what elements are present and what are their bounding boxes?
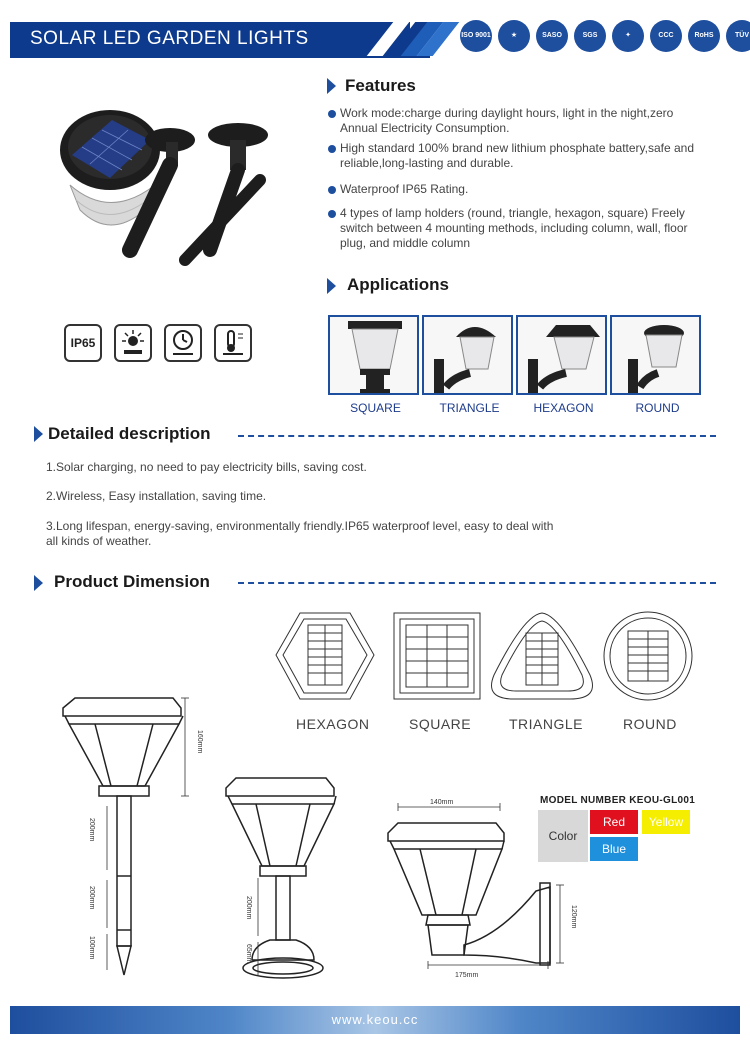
application-square-image	[328, 315, 419, 395]
ip65-label: IP65	[70, 336, 96, 350]
product-photo	[50, 100, 300, 280]
shape-label: ROUND	[623, 716, 677, 732]
application-label: HEXAGON	[533, 401, 594, 415]
dimension-pole-1: 200mm	[88, 818, 95, 842]
model-number: MODEL NUMBER KEOU-GL001	[540, 795, 696, 806]
application-label: ROUND	[635, 401, 680, 415]
applications-title: Applications	[347, 275, 450, 294]
feature-text: 4 types of lamp holders (round, triangle, hexagon, square) Freely switch between 4 mounting methods, including column, wall, floor plug, and middle column	[340, 206, 688, 250]
round-lamp-icon	[612, 317, 701, 395]
dimension-title: Product Dimension	[54, 572, 210, 591]
temperature-icon	[214, 324, 252, 362]
sunlight-icon	[114, 324, 152, 362]
page-title: SOLAR LED GARDEN LIGHTS	[30, 28, 309, 49]
color-swatch-blue: Blue	[590, 837, 638, 861]
color-swatch-yellow: Yellow	[642, 810, 690, 834]
dimension-head-height: 160mm	[196, 730, 203, 754]
features-chevron-icon	[327, 78, 336, 94]
dimension-wall-depth: 175mm	[455, 972, 479, 979]
footer-url[interactable]: www.keou.cc	[331, 1012, 419, 1027]
detailed-chevron-icon	[34, 426, 43, 442]
sgs-icon: SGS	[574, 20, 606, 52]
dimension-spike: 100mm	[88, 936, 95, 960]
cert-seal-icon: ★	[498, 20, 530, 52]
dimension-pillar-pole: 200mm	[245, 896, 252, 920]
ccc-icon: CCC	[650, 20, 682, 52]
application-label: TRIANGLE	[439, 401, 500, 415]
footer-bar	[10, 1006, 740, 1034]
color-swatch-red: Red	[590, 810, 638, 834]
dimension-wall-height: 120mm	[570, 905, 577, 929]
ip65-icon	[64, 324, 102, 362]
bullet-icon	[328, 210, 336, 218]
square-lamp-icon	[330, 317, 419, 395]
application-label: SQUARE	[350, 401, 401, 415]
detailed-item: 3.Long lifespan, energy-saving, environmentally friendly.IP65 waterproof level, easy to deal with all kinds of weather.	[46, 519, 554, 548]
feature-text: High standard 100% brand new lithium phosphate battery,safe and reliable,long-lasting and durable.	[340, 141, 695, 170]
triangle-lamp-icon	[424, 317, 513, 395]
detailed-item: 1.Solar charging, no need to pay electricity bills, saving cost.	[46, 460, 367, 474]
spike-lamp-drawing	[55, 690, 205, 980]
cert-seal-icon: ✦	[612, 20, 644, 52]
section-divider	[238, 435, 716, 437]
dimension-wall-width: 140mm	[430, 799, 454, 806]
application-triangle-image	[422, 315, 513, 395]
feature-item	[328, 141, 698, 171]
feature-text: Waterproof IP65 Rating.	[340, 182, 469, 196]
applications-chevron-icon	[327, 278, 336, 294]
features-title: Features	[345, 76, 416, 95]
solar-light-photo-icon	[50, 100, 300, 280]
feature-item	[328, 206, 698, 251]
application-round-image	[610, 315, 701, 395]
bullet-icon	[328, 110, 336, 118]
shape-label: SQUARE	[409, 716, 472, 732]
timer-icon	[164, 324, 202, 362]
feature-text: Work mode:charge during daylight hours, light in the night,zero Annual Electricity Consumption.	[340, 106, 674, 135]
detailed-item: 2.Wireless, Easy installation, saving time.	[46, 489, 267, 503]
tuv-icon: TÜV	[726, 20, 750, 52]
shape-label: HEXAGON	[296, 716, 370, 732]
header-underline	[10, 56, 430, 58]
feature-item	[328, 106, 698, 136]
dimension-chevron-icon	[34, 575, 43, 591]
hexagon-lamp-icon	[518, 317, 607, 395]
dimension-pole-2: 200mm	[88, 886, 95, 910]
thermometer-glyph-icon	[216, 326, 250, 360]
bullet-icon	[328, 145, 336, 153]
rohs-icon: RoHS	[688, 20, 720, 52]
application-hexagon-image	[516, 315, 607, 395]
sun-glyph-icon	[116, 326, 150, 360]
feature-item	[328, 182, 698, 197]
shape-label: TRIANGLE	[509, 716, 584, 732]
iso-9001-icon: ISO 9001	[460, 20, 492, 52]
pillar-lamp-drawing	[218, 770, 348, 985]
saso-icon: SASO	[536, 20, 568, 52]
section-divider	[238, 582, 716, 584]
shape-variants-drawing	[270, 605, 720, 705]
color-label: Color	[538, 810, 588, 862]
clock-glyph-icon	[166, 326, 200, 360]
header-banner	[10, 22, 410, 56]
bullet-icon	[328, 186, 336, 194]
dimension-pillar-base: 65mm	[245, 944, 252, 964]
detailed-title: Detailed description	[48, 424, 211, 443]
